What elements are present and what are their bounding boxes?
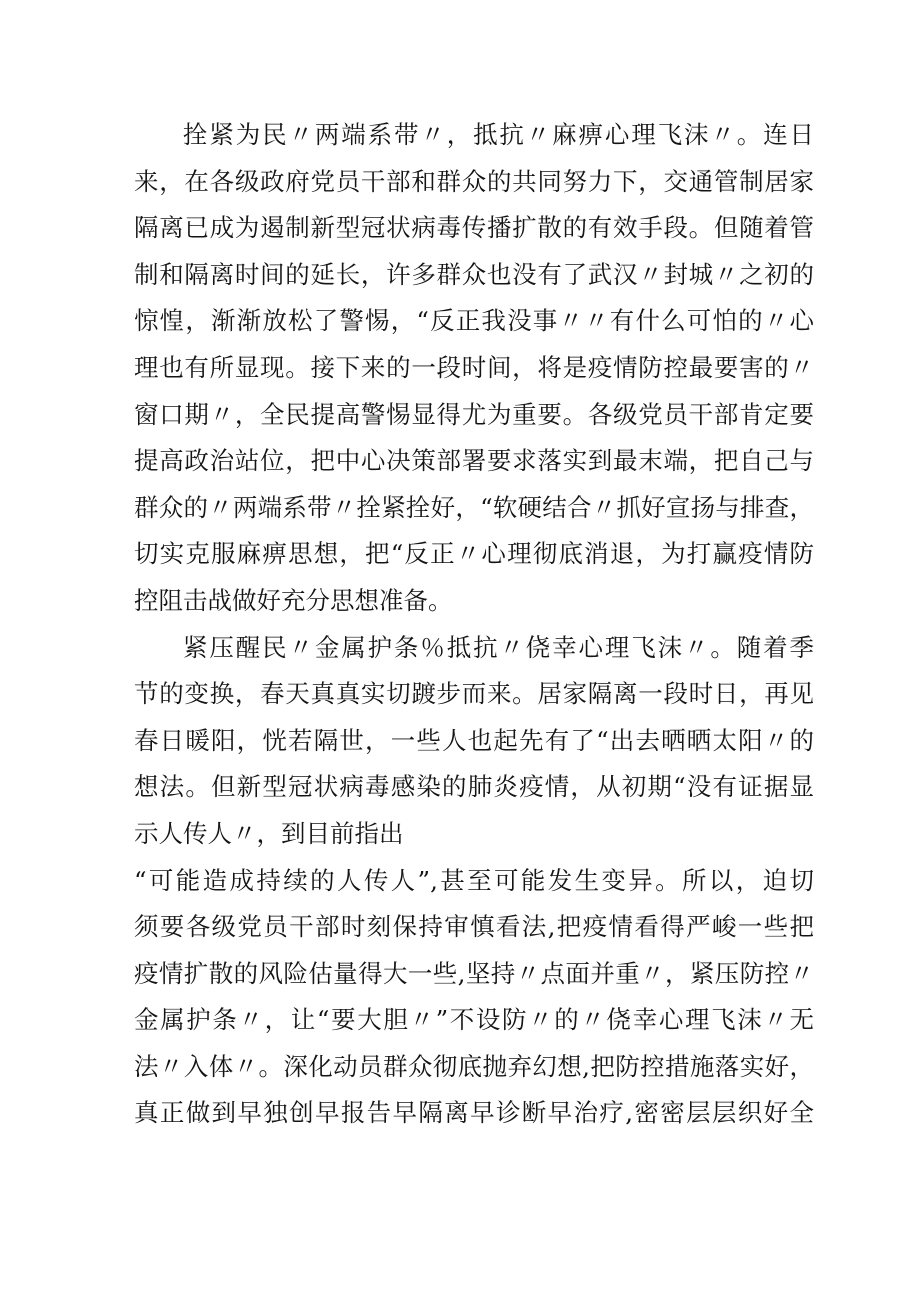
paragraph-line: 真正做到早独创早报告早隔离早诊断早治疗,密密层层织好全 — [134, 1098, 814, 1128]
paragraph-line: 隔离已成为遏制新型冠状病毒传播扩散的有效手段。但随着管 — [134, 213, 814, 243]
paragraph-line: 想法。但新型冠状病毒感染的肺炎疫情，从初期“没有证据显 — [134, 772, 814, 802]
paragraph-line: 惊惶，渐渐放松了警惕，“反正我没事〃〃有什么可怕的〃心 — [134, 306, 814, 336]
paragraph-line: 示人传人〃，到目前指出 — [134, 818, 404, 848]
paragraph-line: 提高政治站位，把中心决策部署要求落实到最末端，把自己与 — [134, 446, 814, 476]
paragraph-line: “可能造成持续的人传人”,甚至可能发生变异。所以，迫切 — [134, 865, 814, 895]
paragraph-line: 须要各级党员干部时刻保持审慎看法,把疫情看得严峻一些把 — [134, 912, 814, 942]
paragraph-2 — [134, 625, 814, 1138]
paragraph-line: 法〃入体〃。深化动员群众彻底抛弃幻想,把防控措施落实好， — [134, 1051, 814, 1081]
paragraph-line: 窗口期〃，全民提高警惕显得尤为重要。各级党员干部肯定要 — [134, 399, 814, 429]
paragraph-line: 紧压醒民〃金属护条％抵抗〃侥幸心理飞沫〃。随着季 — [183, 632, 814, 662]
paragraph-line: 群众的〃两端系带〃拴紧拴好，“软硬结合〃抓好宣扬与排查， — [134, 492, 814, 522]
paragraph-line: 来，在各级政府党员干部和群众的共同努力下，交通管制居家 — [134, 166, 814, 196]
paragraph-1 — [134, 112, 814, 625]
paragraph-line: 制和隔离时间的延长，许多群众也没有了武汉〃封城〃之初的 — [134, 259, 814, 289]
paragraph-line: 切实克服麻痹思想，把“反正〃心理彻底消退，为打赢疫情防 — [134, 539, 814, 569]
paragraph-line: 春日暖阳，恍若隔世，一些人也起先有了“出去晒晒太阳〃的 — [134, 725, 814, 755]
paragraph-line: 疫情扩散的风险估量得大一些,坚持〃点面并重〃，紧压防控〃 — [134, 958, 814, 988]
paragraph-line: 拴紧为民〃两端系带〃，抵抗〃麻痹心理飞沫〃。连日 — [183, 120, 814, 149]
document-body — [134, 112, 814, 1137]
paragraph-line: 节的变换，春天真真实切踱步而来。居家隔离一段时日，再见 — [134, 679, 814, 709]
paragraph-line: 控阻击战做好充分思想准备。 — [134, 585, 453, 615]
paragraph-line: 理也有所显现。接下来的一段时间，将是疫情防控最要害的〃 — [134, 352, 814, 382]
paragraph-line: 金属护条〃，让“要大胆〃”不设防〃的〃侥幸心理飞沫〃无 — [134, 1005, 814, 1035]
